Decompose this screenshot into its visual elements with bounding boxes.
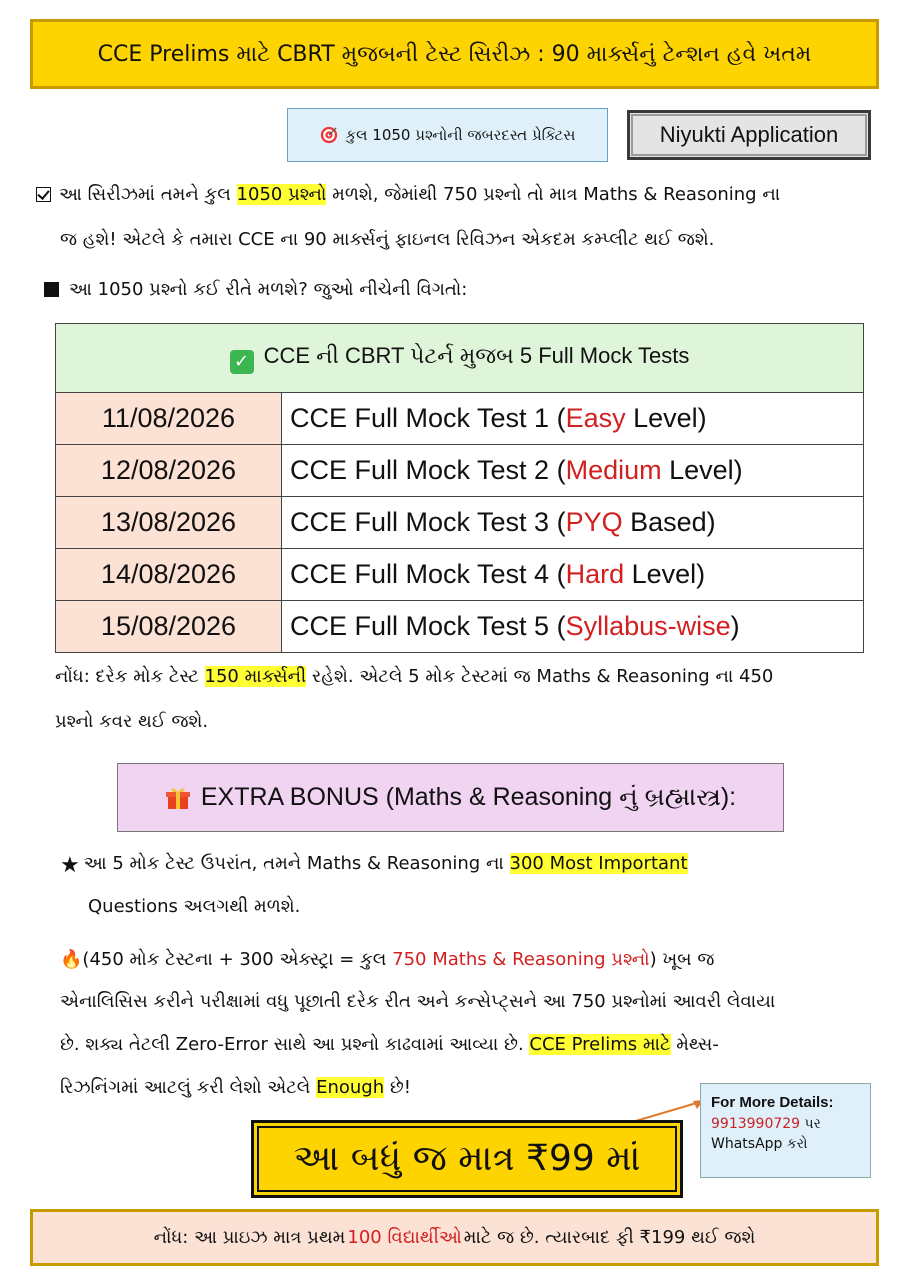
test-cell [282,601,864,653]
test-level: Medium [565,455,662,485]
note-line-2: પ્રશ્નો કવર થઈ જશે. [55,711,209,732]
test-level: Easy [565,403,626,433]
bonus-detail-line-1 [60,855,688,877]
test-suffix: ) [730,611,740,641]
test-suffix: Level) [624,559,706,589]
test-name: CCE Full Mock Test 5 ( [290,611,566,641]
date-cell: 14/08/2026 [56,549,282,601]
test-level: Hard [565,559,625,589]
practice-badge [287,108,608,162]
date-cell: 12/08/2026 [56,445,282,497]
test-cell [282,497,864,549]
bottom-note [30,1209,879,1266]
checkbox-icon [36,187,51,202]
table-header [56,324,864,393]
fire-icon: 🔥 [60,949,83,970]
test-level: PYQ [565,507,623,537]
test-cell [282,393,864,445]
phone-suffix: પર [800,1115,821,1132]
details-title: For More Details: [711,1094,834,1111]
table-header-text: CCE ની CBRT પેટર્ન મુજબ 5 Full Mock Tests [263,342,690,368]
test-suffix: Based) [622,507,716,537]
test-name: CCE Full Mock Test 3 ( [290,507,566,537]
date-cell: 11/08/2026 [56,393,282,445]
table-row [56,497,864,549]
title-banner [30,19,879,89]
table-row [56,601,864,653]
test-name: CCE Full Mock Test 1 ( [290,403,566,433]
niyukti-app-button[interactable] [627,110,871,160]
analysis-line-3 [60,1036,719,1054]
analysis-line-2: એનાલિસિસ કરીને પરીક્ષામાં વધુ પૂછાતી દરેક રીત અને કન્સેપ્ટ્સને આ 750 પ્રશ્નોમાં આવરી લેવાયા [60,991,776,1012]
intro-line-2: જ હશે! એટલે કે તમારા CCE ના 90 માર્ક્સનું ફાઇનલ રિવિઝન એકદમ કમ્પ્લીટ થઈ જશે. [60,229,715,250]
page-title: CCE Prelims માટે CBRT મુજબની ટેસ્ટ સિરીઝ : 90 માર્ક્સનું ટેન્શન હવે ખતમ [97,41,812,67]
test-suffix: Level) [661,455,743,485]
analysis-red-text: 750 Maths & Reasoning પ્રશ્નો [392,949,650,970]
bottom-note-red: 100 વિદ્યાર્થીઓ [347,1227,462,1248]
mock-test-table [55,323,864,653]
bonus-detail-highlight: 300 Most Important [509,853,688,874]
howto-text: આ 1050 પ્રશ્નો કઈ રીતે મળશે? જુઓ નીચેની વિગતો: [69,279,468,300]
price-text: આ બધું જ માત્ર ₹99 માં [293,1138,641,1179]
test-cell [282,445,864,497]
test-level: Syllabus-wise [565,611,731,641]
note-text: નોંધ: દરેક મોક ટેસ્ટ [55,666,205,687]
gift-icon [165,785,191,811]
details-whatsapp: WhatsApp કરો [711,1136,808,1153]
test-suffix: Level) [625,403,707,433]
table-row [56,549,864,601]
table-header-row [56,324,864,393]
table-row [56,445,864,497]
contact-details-box [700,1083,871,1178]
analysis-text-cont: ) ખૂબ જ [649,949,715,970]
analysis-line-4 [60,1079,411,1097]
bonus-detail-text: આ 5 મોક ટેસ્ટ ઉપરાંત, તમને Maths & Reasoning ના [83,853,510,874]
intro-text: આ સિરીઝમાં તમને કુલ [59,184,237,205]
analysis-line-1 [60,951,714,969]
test-name: CCE Full Mock Test 4 ( [290,559,566,589]
check-mark-icon: ✓ [230,350,254,374]
table-row [56,393,864,445]
intro-text-cont: મળશે, જેમાંથી 750 પ્રશ્નો તો માત્ર Maths & Reasoning ના [326,184,781,205]
test-name: CCE Full Mock Test 2 ( [290,455,566,485]
analysis-text-cont: મેથ્સ- [670,1034,719,1055]
price-box [251,1120,683,1198]
howto-line [44,281,467,299]
date-cell: 15/08/2026 [56,601,282,653]
intro-line-1 [36,186,780,204]
analysis-highlight: CCE Prelims માટે [529,1034,671,1055]
note-highlight: 150 માર્ક્સની [204,666,307,687]
square-bullet-icon [44,282,59,297]
phone-number-link[interactable]: 9913990729 [711,1115,801,1132]
analysis-highlight: Enough [316,1077,385,1098]
extra-bonus-box [117,763,784,832]
target-icon [320,126,338,144]
intro-highlight: 1050 પ્રશ્નો [236,184,327,205]
analysis-text-cont: છે! [384,1077,411,1098]
test-cell [282,549,864,601]
analysis-text: (450 મોક ટેસ્ટના + 300 એક્સ્ટ્રા = કુલ [82,949,393,970]
app-button-label: Niyukti Application [659,122,839,147]
details-phone-line [711,1114,860,1134]
practice-badge-text: કુલ 1050 પ્રશ્નોની જબરદસ્ત પ્રેક્ટિસ [345,126,576,144]
note-text-cont: રહેશે. એટલે 5 મોક ટેસ્ટમાં જ Maths & Reasoning ના 450 [306,666,774,687]
analysis-text: છે. શક્ય તેટલી Zero-Error સાથે આ પ્રશ્નો કાઢવામાં આવ્યા છે. [60,1034,530,1055]
bottom-note-text: નોંધ: આ પ્રાઇઝ માત્ર પ્રથમ [153,1227,346,1248]
date-cell: 13/08/2026 [56,497,282,549]
note-line-1 [55,668,773,686]
analysis-text: રિઝનિંગમાં આટલું કરી લેશો એટલે [60,1077,317,1098]
bonus-detail-line-2: Questions અલગથી મળશે. [88,896,301,917]
star-icon: ★ [60,853,80,878]
bonus-title: EXTRA BONUS (Maths & Reasoning નું બ્રહ્માસ્ત્ર): [200,783,737,811]
bottom-note-text-cont: માટે જ છે. ત્યારબાદ ફી ₹199 થઈ જશે [463,1227,756,1248]
